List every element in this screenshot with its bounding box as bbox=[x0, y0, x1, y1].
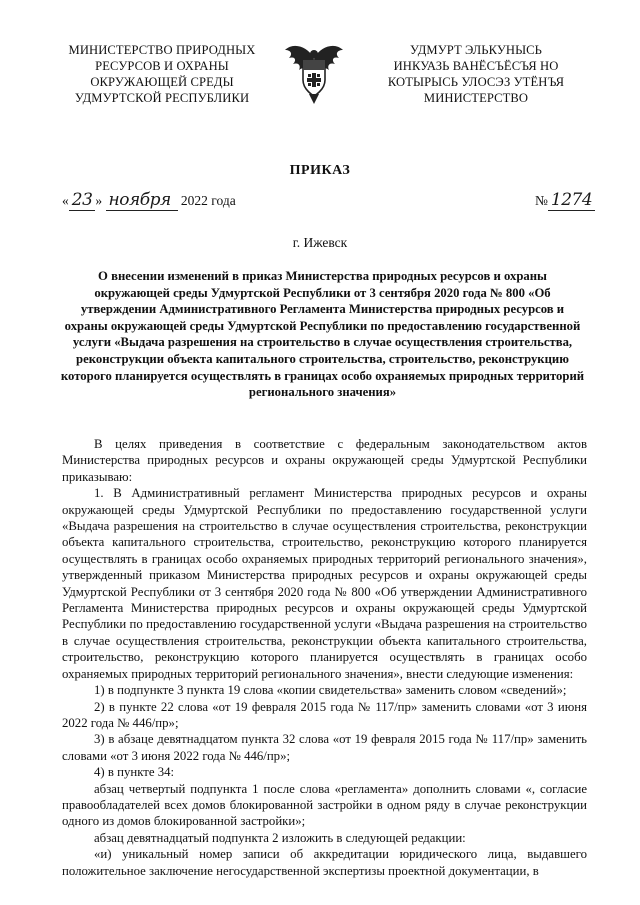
body-paragraph: В целях приведения в соответствие с федеральным законодательством актов Министерства природных ресурсов и охраны окружающей среды Удмуртской Республики приказываю: bbox=[62, 437, 587, 484]
body-paragraph: 4) в пункте 34: bbox=[94, 765, 175, 780]
body-paragraph: «и) уникальный номер записи об аккредитации юридического лица, выдавшего положительное заключение негосударственной экспертизы проектной документации, в bbox=[62, 847, 587, 878]
org-udm-line: МИНИСТЕРСТВО bbox=[423, 91, 529, 105]
document-body bbox=[62, 436, 587, 879]
body-paragraph: абзац четвертый подпункта 1 после слова «регламента» дополнить словами «, согласие правообладателей всех домов блокированной застройки в одном ряду в случае реконструкции одного из домов блокированной застройки»; bbox=[62, 781, 587, 829]
document-number bbox=[535, 190, 595, 211]
date-day: 23 bbox=[71, 190, 93, 210]
document-city: г. Ижевск bbox=[292, 235, 348, 250]
document-header bbox=[0, 36, 640, 116]
org-name-udmurt bbox=[358, 42, 594, 106]
date-year: 2022 года bbox=[180, 193, 236, 208]
org-udm-line: КОТЫРЫСЬ УЛОСЭЗ УТЁНЪЯ bbox=[387, 75, 565, 89]
org-name-russian bbox=[52, 42, 272, 106]
org-ru-line: УДМУРТСКОЙ РЕСПУБЛИКИ bbox=[74, 91, 250, 105]
body-paragraph: 1. В Административный регламент Министерства природных ресурсов и охраны окружающей среды Удмуртской Республики по предоставлению государственной услуги «Выдача разрешения на строительство в случае осуществления строительства, реконструкции объекта капитального строительства, строительство, реконструкцию которого планируется осуществлять в границах особо охраняемых природных территорий регионального значения», утвержденный приказом Министерства природных ресурсов и охраны окружающей среды Удмуртской Республики от 3 сентября 2020 года № 800 «Об утверждении Административного Регламента Министерства природных ресурсов и охраны окружающей среды Удмуртской Республики по предоставлению государственной услуги «Выдача разрешения на строительство в случае осуществления строительства, реконструкции объекта капитального строительства, строительство, реконструкцию которого планируется осуществлять в границах особо охраняемых природных территорий регионального значения», внести следующие изменения: bbox=[62, 486, 587, 681]
body-paragraph: абзац девятнадцатый подпункта 2 изложить в следующей редакции: bbox=[94, 830, 466, 845]
org-udm-line: ИНКУАЗЬ ВАНЁСЪЁСЪЯ НО bbox=[393, 59, 559, 73]
date-quote-close: » bbox=[95, 193, 103, 208]
document-title: ПРИКАЗ bbox=[289, 163, 351, 178]
date-quote-open: « bbox=[62, 193, 69, 208]
org-udm-line: УДМУРТ ЭЛЬКУНЫСЬ bbox=[409, 43, 542, 57]
body-paragraph: 1) в подпункте 3 пункта 19 слова «копии свидетельства» заменить словом «сведений»; bbox=[94, 683, 567, 698]
org-ru-line: ОКРУЖАЮЩЕЙ СРЕДЫ bbox=[90, 75, 234, 89]
date-month: ноября bbox=[108, 190, 171, 210]
document-date bbox=[62, 190, 236, 211]
number-value: 1274 bbox=[550, 190, 593, 210]
body-paragraph: 3) в абзаце девятнадцатом пункта 32 слова «от 19 февраля 2015 года № 117/пр» заменить словами «от 3 июня 2022 года № 446/пр»; bbox=[62, 732, 587, 763]
document-subject: О внесении изменений в приказ Министерства природных ресурсов и охраны окружающей среды Удмуртской Республики от 3 сентября 2020 года № 800 «Об утверждении Административного Регламента Министерства природных ресурсов и охраны окружающей среды Удмуртской Республики по предоставлению государственной услуги «Выдача разрешения на строительство в случае осуществления строительства, реконструкции объекта капитального строительства, строительство, реконструкцию которого планируется осуществлять в границах особо охраняемых природных территорий регионального значения» bbox=[60, 269, 585, 400]
org-ru-line: МИНИСТЕРСТВО ПРИРОДНЫХ bbox=[68, 43, 256, 57]
body-paragraph: 2) в пункте 22 слова «от 19 февраля 2015 года № 117/пр» заменить словами «от 3 июня 2022 года № 446/пр»; bbox=[62, 699, 587, 730]
udmurt-coat-of-arms-icon bbox=[279, 36, 349, 106]
number-prefix: № bbox=[535, 193, 548, 208]
org-ru-line: РЕСУРСОВ И ОХРАНЫ bbox=[95, 59, 229, 73]
